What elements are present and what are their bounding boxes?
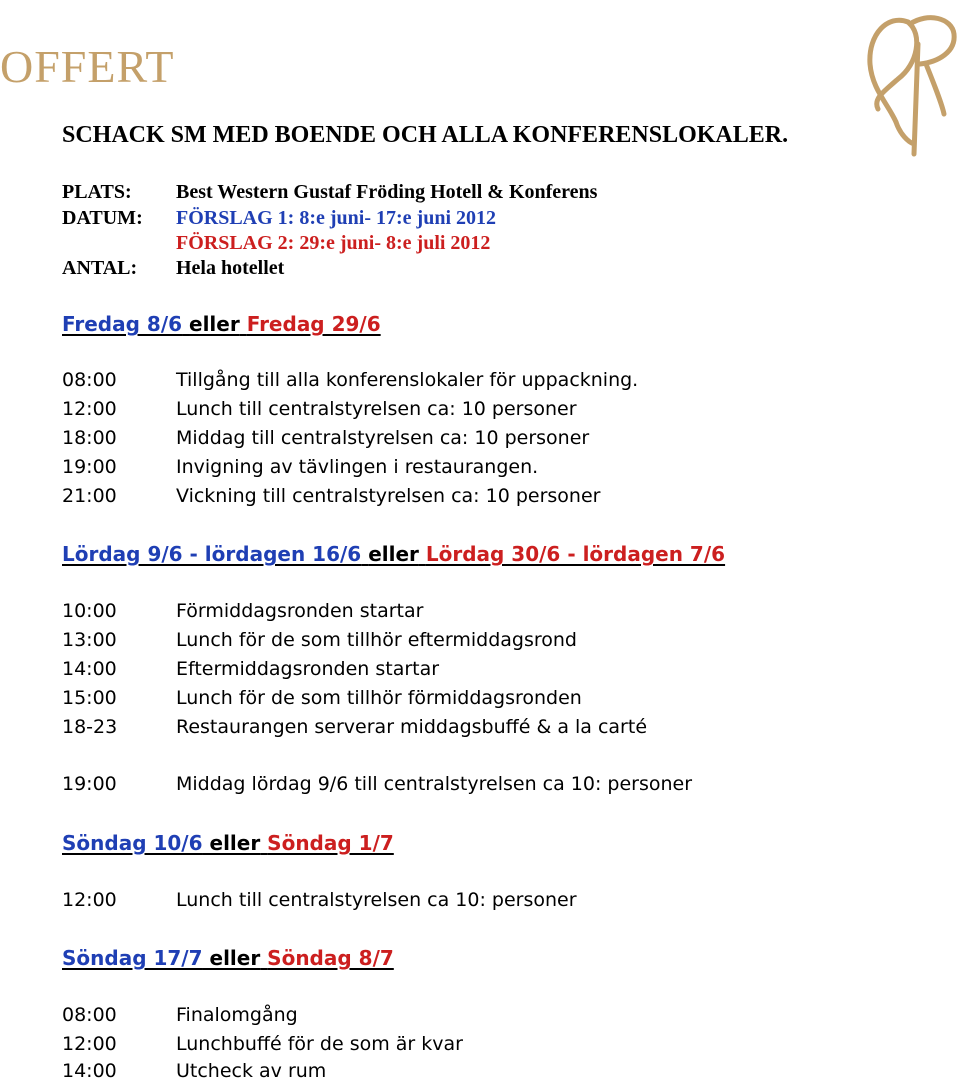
schedule-text: Vickning till centralstyrelsen ca: 10 personer: [176, 485, 601, 507]
schedule-text: Lunch för de som tillhör eftermiddagsrond: [176, 629, 577, 651]
schedule-time: 12:00: [62, 889, 117, 911]
schedule-time: 14:00: [62, 1060, 117, 1082]
schedule-time: 21:00: [62, 485, 117, 507]
day-option-2: Söndag 8/7: [267, 946, 394, 970]
schedule-text: Finalomgång: [176, 1004, 298, 1026]
datum-label: DATUM:: [62, 207, 143, 229]
schedule-row: [62, 600, 423, 622]
schedule-text: Lunch till centralstyrelsen ca 10: personer: [176, 889, 577, 911]
schedule-time: 10:00: [62, 600, 117, 622]
day-or: eller: [209, 946, 261, 970]
schedule-text: Förmiddagsronden startar: [176, 600, 424, 622]
schedule-text: Lunchbuffé för de som är kvar: [176, 1033, 463, 1055]
schedule-text: Middag lördag 9/6 till centralstyrelsen ca 10: personer: [176, 773, 693, 795]
forslag-1: FÖRSLAG 1: 8:e juni- 17:e juni 2012: [176, 207, 496, 229]
plats-value: Best Western Gustaf Fröding Hotell & Konferens: [176, 181, 598, 203]
day-or: eller: [209, 831, 261, 855]
schedule-row: [62, 427, 589, 449]
schedule-time: 19:00: [62, 456, 117, 478]
info-plats: [62, 181, 597, 204]
forslag-2: FÖRSLAG 2: 29:e juni- 8:e juli 2012: [176, 232, 491, 254]
schedule-row: [62, 889, 577, 911]
schedule-time: 15:00: [62, 687, 117, 709]
day-option-1: Söndag 17/7: [62, 946, 203, 970]
schedule-text: Lunch till centralstyrelsen ca: 10 personer: [176, 398, 577, 420]
schedule-time: 08:00: [62, 1004, 117, 1026]
info-datum-2: [62, 232, 490, 255]
schedule-row: [62, 687, 582, 709]
schedule-time: 14:00: [62, 658, 117, 680]
schedule-row: [62, 773, 692, 795]
schedule-row: [62, 629, 577, 651]
antal-label: ANTAL:: [62, 257, 138, 279]
schedule-row: [62, 485, 600, 507]
schedule-time: 13:00: [62, 629, 117, 651]
schedule-row: [62, 1033, 463, 1055]
schedule-row: [62, 1004, 298, 1026]
day-heading-3: [62, 831, 394, 855]
schedule-time: 18:00: [62, 427, 117, 449]
schedule-text: Utcheck av rum: [176, 1060, 327, 1082]
schedule-time: 12:00: [62, 1033, 117, 1055]
document-title: OFFERT: [0, 41, 175, 92]
day-option-2: Lördag 30/6 - lördagen 7/6: [425, 542, 726, 566]
day-option-2: Söndag 1/7: [267, 831, 394, 855]
schedule-time: 19:00: [62, 773, 117, 795]
day-or: eller: [368, 542, 419, 566]
schedule-text: Restaurangen serverar middagsbuffé & a la carté: [176, 716, 648, 738]
schedule-row: [62, 658, 439, 680]
day-option-2: Fredag 29/6: [246, 312, 381, 336]
day-heading-1: [62, 312, 381, 336]
schedule-text: Lunch för de som tillhör förmiddagsronden: [176, 687, 582, 709]
schedule-text: Middag till centralstyrelsen ca: 10 personer: [176, 427, 590, 449]
monogram-logo-icon: [848, 4, 960, 160]
schedule-time: 08:00: [62, 369, 117, 391]
plats-label: PLATS:: [62, 181, 132, 203]
day-or: eller: [189, 312, 240, 336]
schedule-text: Invigning av tävlingen i restaurangen.: [176, 456, 539, 478]
schedule-row: [62, 1060, 326, 1082]
schedule-time: 18-23: [62, 716, 118, 738]
schedule-time: 12:00: [62, 398, 117, 420]
info-datum: [62, 207, 496, 230]
schedule-row: [62, 398, 577, 420]
schedule-row: [62, 456, 538, 478]
schedule-text: Eftermiddagsronden startar: [176, 658, 440, 680]
info-antal: [62, 257, 284, 280]
day-option-1: Söndag 10/6: [62, 831, 203, 855]
antal-value: Hela hotellet: [176, 257, 285, 279]
day-heading-2: [62, 542, 725, 566]
day-option-1: Lördag 9/6 - lördagen 16/6: [62, 542, 362, 566]
schedule-row: [62, 369, 638, 391]
day-heading-4: [62, 946, 394, 970]
document-heading: SCHACK SM MED BOENDE OCH ALLA KONFERENSLOKALER.: [62, 122, 789, 148]
schedule-row: [62, 716, 647, 738]
schedule-text: Tillgång till alla konferenslokaler för uppackning.: [176, 369, 639, 391]
day-option-1: Fredag 8/6: [62, 312, 183, 336]
